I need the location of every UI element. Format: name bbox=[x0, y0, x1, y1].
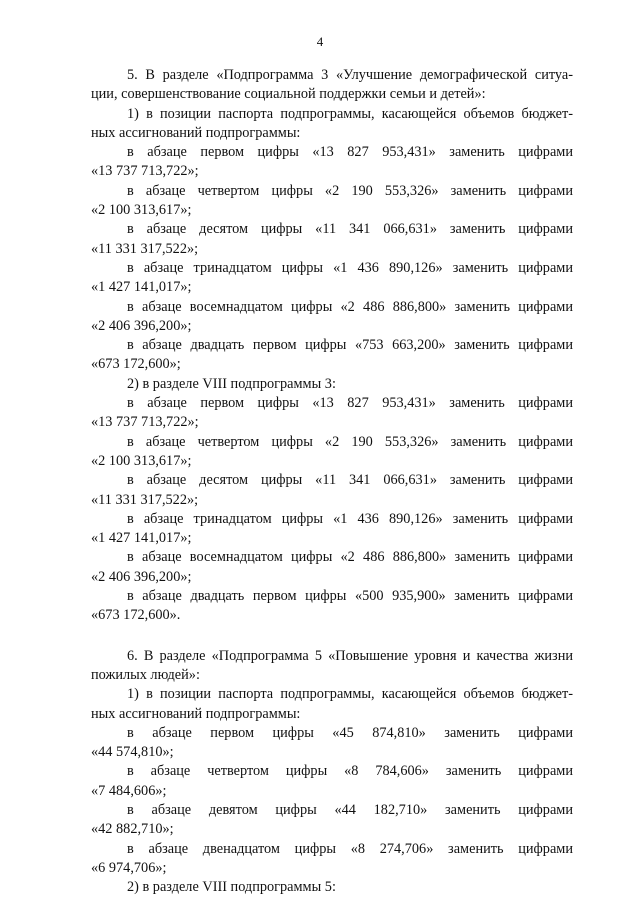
amendment-line: в абзаце двадцать первом цифры «500 935,900» заменить цифрами bbox=[127, 588, 573, 605]
amendment-value: «2 406 396,200»; bbox=[91, 317, 192, 334]
amendment-line: в абзаце четвертом цифры «2 190 553,326» заменить цифрами bbox=[127, 433, 573, 450]
amendment-line: в абзаце десятом цифры «11 341 066,631» заменить цифрами bbox=[127, 472, 573, 489]
amendment-value: «11 331 317,522»; bbox=[91, 491, 199, 508]
amendment-line: в абзаце восемнадцатом цифры «2 486 886,800» заменить цифрами bbox=[127, 549, 573, 566]
paragraph-gap bbox=[91, 626, 573, 647]
amendment-line: в абзаце первом цифры «45 874,810» заменить цифрами bbox=[127, 724, 573, 741]
amendment-value: «2 100 313,617»; bbox=[91, 452, 192, 469]
amendment-value: «13 737 713,722»; bbox=[91, 414, 199, 431]
amendment-line: в абзаце восемнадцатом цифры «2 486 886,800» заменить цифрами bbox=[127, 298, 573, 315]
amendment-line: в абзаце двадцать первом цифры «753 663,200» заменить цифрами bbox=[127, 337, 573, 354]
amendment-value: «673 172,600». bbox=[91, 607, 181, 624]
section-5-heading-line-2: ции, совершенствование социальной поддержки семьи и детей»: bbox=[91, 86, 486, 103]
amendment-value: «673 172,600»; bbox=[91, 356, 181, 373]
amendment-value: «13 737 713,722»; bbox=[91, 163, 199, 180]
amendment-value: «1 427 141,017»; bbox=[91, 530, 192, 547]
amendment-value: «6 974,706»; bbox=[91, 859, 167, 876]
passport-item-line-2: ных ассигнований подпрограммы: bbox=[91, 124, 301, 141]
section-viii-item: 2) в разделе VIII подпрограммы 3: bbox=[127, 375, 336, 392]
amendment-line: в абзаце первом цифры «13 827 953,431» заменить цифрами bbox=[127, 395, 573, 412]
document-body bbox=[91, 66, 573, 897]
amendment-value: «42 882,710»; bbox=[91, 821, 174, 838]
section-6-heading-line-2: пожилых людей»: bbox=[91, 666, 200, 683]
amendment-line: в абзаце двенадцатом цифры «8 274,706» заменить цифрами bbox=[127, 840, 573, 857]
amendment-value: «11 331 317,522»; bbox=[91, 240, 199, 257]
passport-item-line-2: ных ассигнований подпрограммы: bbox=[91, 705, 301, 722]
page-number: 4 bbox=[316, 34, 324, 49]
amendment-line: в абзаце четвертом цифры «2 190 553,326» заменить цифрами bbox=[127, 182, 573, 199]
section-6 bbox=[91, 647, 573, 898]
amendment-value: «1 427 141,017»; bbox=[91, 279, 192, 296]
section-viii-item: 2) в разделе VIII подпрограммы 5: bbox=[127, 879, 336, 896]
section-6-heading-line-1: 6. В разделе «Подпрограмма 5 «Повышение уровня и качества жизни bbox=[127, 647, 573, 664]
amendment-value: «44 574,810»; bbox=[91, 744, 174, 761]
section-5 bbox=[91, 66, 573, 626]
amendment-line: в абзаце десятом цифры «11 341 066,631» заменить цифрами bbox=[127, 221, 573, 238]
amendment-value: «7 484,606»; bbox=[91, 782, 167, 799]
amendment-value: «2 406 396,200»; bbox=[91, 568, 192, 585]
amendment-line: в абзаце четвертом цифры «8 784,606» заменить цифрами bbox=[127, 763, 573, 780]
amendment-line: в абзаце тринадцатом цифры «1 436 890,126» заменить цифрами bbox=[127, 510, 573, 527]
amendment-line: в абзаце девятом цифры «44 182,710» заменить цифрами bbox=[127, 801, 573, 818]
amendment-line: в абзаце первом цифры «13 827 953,431» заменить цифрами bbox=[127, 144, 573, 161]
passport-item-line-1: 1) в позиции паспорта подпрограммы, касающейся объемов бюджет- bbox=[127, 105, 573, 122]
amendment-line: в абзаце тринадцатом цифры «1 436 890,126» заменить цифрами bbox=[127, 259, 573, 276]
section-5-heading-line-1: 5. В разделе «Подпрограмма 3 «Улучшение демографической ситуа- bbox=[127, 67, 573, 83]
amendment-value: «2 100 313,617»; bbox=[91, 202, 192, 219]
passport-item-line-1: 1) в позиции паспорта подпрограммы, касающейся объемов бюджет- bbox=[127, 686, 573, 703]
